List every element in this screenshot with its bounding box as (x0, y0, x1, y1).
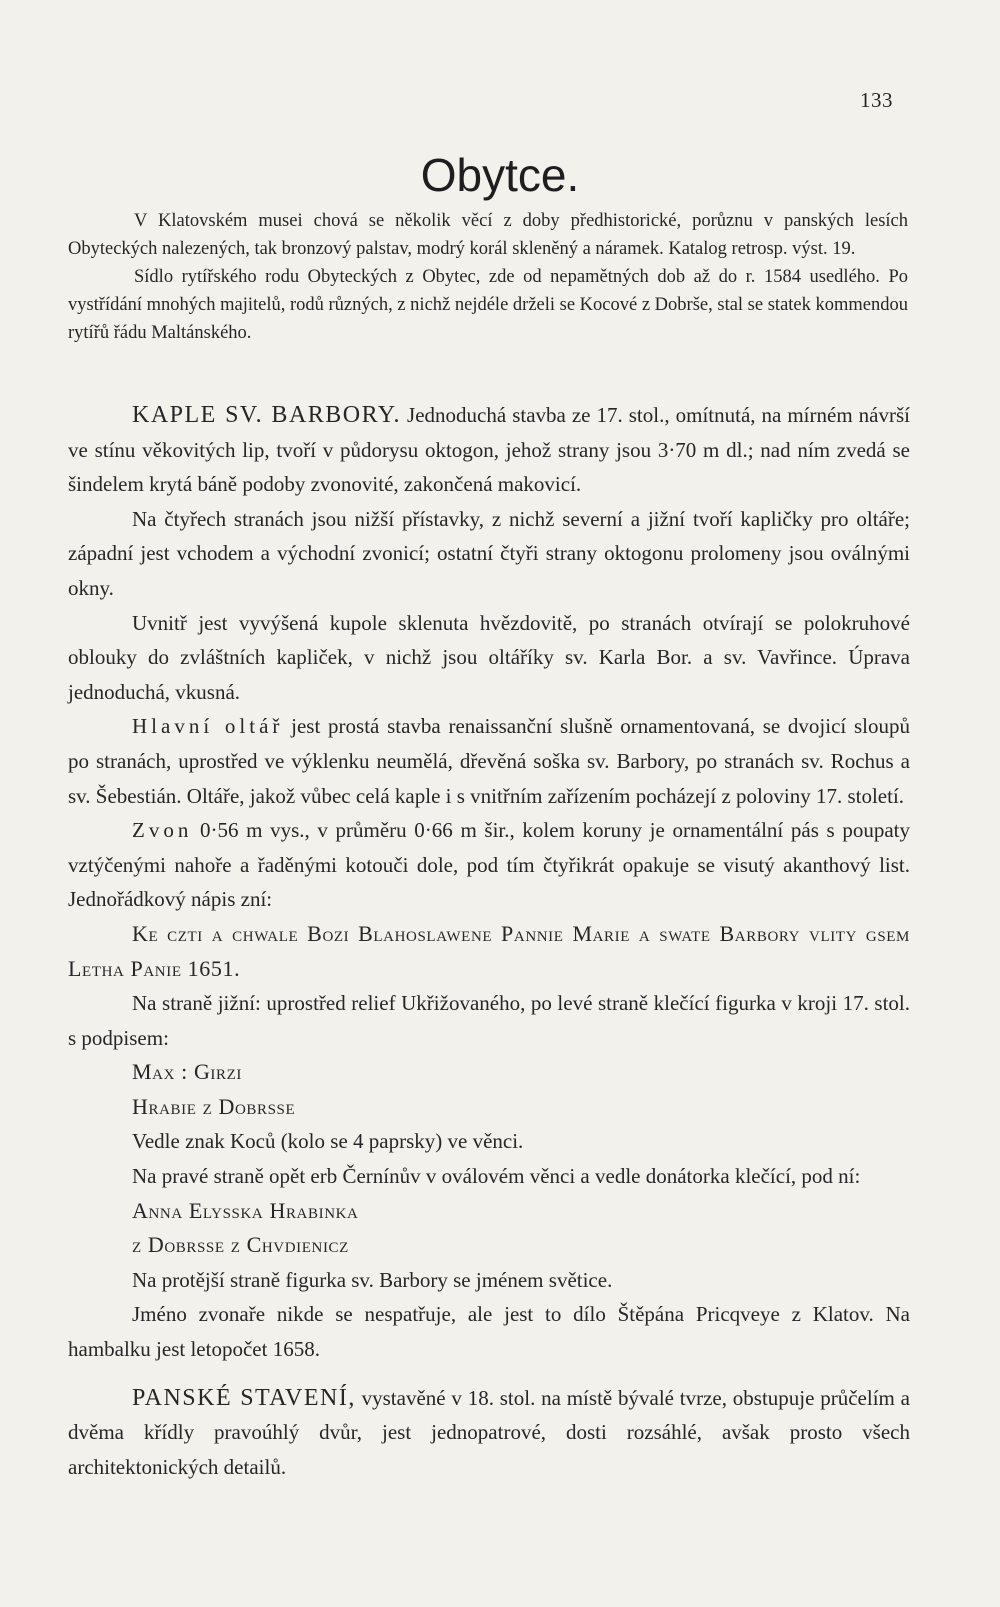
panske-heading: PANSKÉ STAVENÍ, (132, 1384, 356, 1411)
signature-1-line-2: Hrabie z Dobrsse (132, 1093, 296, 1119)
page-number: 133 (860, 88, 893, 112)
kaple-paragraph-3: Uvnitř jest vyvýšená kupole sklenuta hvězdovitě, po stranách otvírají se polokruhové oblouky do zvláštních kapliček, v nichž jsou oltáříky sv. Karla Bor. a sv. Vavřince. Úprava jednoduchá, vkusná. (68, 610, 910, 704)
page-title: Obytce. (420, 149, 580, 201)
kaple-paragraph-1-text: Jednoduchá stavba ze 17. stol., omítnutá, na mírném návrší ve stínu věkovitých lip, tvoří v půdorysu oktogon, jehož strany jsou 3·70 m dl.; nad ním zvedá se šindelem krytá báně podoby zvonovité, zakončená makovicí. (68, 403, 910, 497)
signature-2-line-1: Anna Elysska Hrabinka (132, 1197, 359, 1223)
panske-text: vystavěné v 18. stol. na místě bývalé tvrze, obstupuje průčelím a dvěma křídly pravoúhlý dvůr, jest jednopatrové, dosti rozsáhlé, avšak prosto všech architektonických detailů. (68, 1385, 910, 1479)
kaple-heading: KAPLE SV. BARBORY. (132, 402, 402, 428)
intro-paragraph-1: V Klatovském musei chová se několik věcí z doby předhistorické, porůznu v panských lesích Obyteckých nalezených, tak bronzový palstav, modrý korál skleněný a náramek. Katalog retrosp. výst. 19. (68, 211, 908, 259)
zvon-lead: Zvon (132, 818, 193, 843)
koc-coat-paragraph: Vedle znak Koců (kolo se 4 paprsky) ve věnci. (132, 1129, 524, 1154)
oltar-paragraph (68, 709, 910, 813)
oltar-lead: Hlavní oltář (132, 714, 284, 739)
panske-paragraph (68, 1381, 910, 1485)
bellfounder-paragraph: Jméno zvonaře nikde se nespatřuje, ale jest to dílo Štěpána Pricqveye z Klatov. Na hambalku jest letopočet 1658. (68, 1302, 910, 1362)
kaple-section (68, 398, 910, 1484)
opposite-side-paragraph: Na protější straně figurka sv. Barbory se jménem světice. (132, 1267, 613, 1292)
zvon-paragraph (68, 813, 910, 917)
intro-paragraph-2: Sídlo rytířského rodu Obyteckých z Obytec, zde od nepamětných dob až do r. 1584 usedlého. Po vystřídání mnohých majitelů, rodů různých, z nichž nejdéle drželi se Kocové z Dobrše, stal se statek kommendou rytířů řádu Maltánského. (68, 267, 908, 343)
south-side-paragraph: Na straně jižní: uprostřed relief Ukřižovaného, po levé straně klečící figurka v kroji 17. stol. s podpisem: (68, 991, 910, 1050)
right-side-paragraph: Na pravé straně opět erb Černínův v oválovém věnci a vedle donátorka klečící, pod ní: (132, 1164, 861, 1189)
section-gap (68, 1367, 910, 1381)
intro-section (68, 207, 908, 347)
signature-1-line-1: Max : Girzi (132, 1059, 242, 1085)
bell-inscription: Ke czti a chwale Bozi Blahoslawene Pannie Marie a swate Barbory vlity gsem Letha Panie 1651. (68, 920, 910, 981)
kaple-paragraph-1 (68, 398, 910, 502)
kaple-paragraph-2: Na čtyřech stranách jsou nižší přístavky, z nichž severní a jižní tvoří kapličky pro oltáře; západní jest vchodem a východní zvonicí; ostatní čtyři strany oktogonu prolomeny jsou oválnými okny. (68, 506, 910, 600)
oltar-text: jest prostá stavba renaissanční slušně ornamentovaná, se dvojicí sloupů po stranách, uprostřed ve výklenku neumělá, dřevěná soška sv. Barbory, po stranách sv. Rochus a sv. Šebestián. Oltáře, jakož vůbec celá kaple i s vnitřním zařízením pocházejí z poloviny 17. století. (68, 714, 910, 808)
signature-2-line-2: z Dobrsse z Chvdienicz (132, 1232, 349, 1258)
zvon-text: 0·56 m vys., v průměru 0·66 m šir., kolem koruny je ornamentální pás s poupaty vztýčenými nahoře a řaděnými kotouči dole, pod tím čtyřikrát opakuje se visutý akanthový list. Jednořádkový nápis zní: (68, 818, 910, 912)
